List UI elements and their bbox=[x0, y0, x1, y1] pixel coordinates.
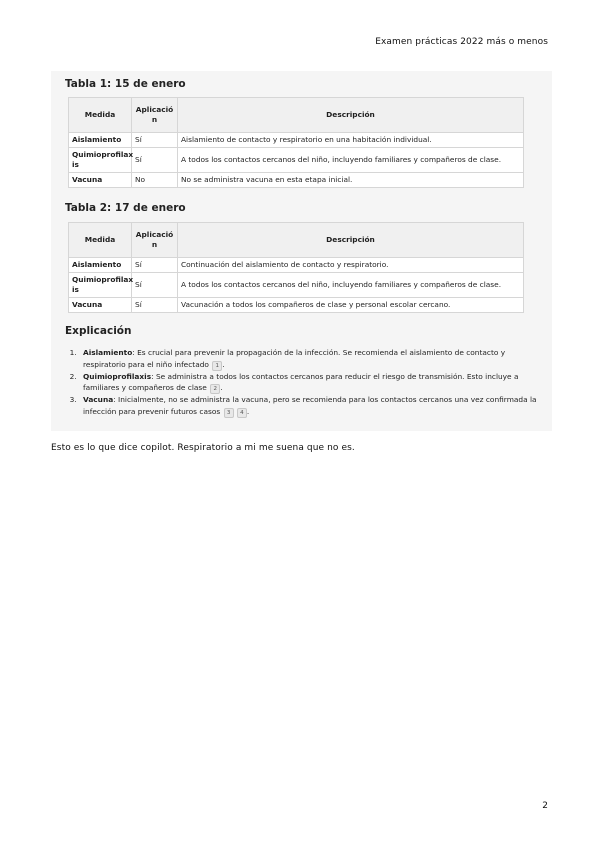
list-item bbox=[79, 371, 541, 395]
list-item-text: : Es crucial para prevenir la propagación de la infección. Se recomienda el aislamiento de contacto y respiratorio para el niño infectado bbox=[83, 348, 506, 369]
table2 bbox=[68, 222, 524, 313]
table-row bbox=[69, 133, 524, 148]
citation-badge[interactable]: 4 bbox=[237, 408, 247, 418]
table1-header-row bbox=[69, 98, 524, 133]
table2-header-aplicacion: Aplicació n bbox=[132, 223, 178, 258]
table-cell: Sí bbox=[132, 273, 178, 298]
explicacion-title: Explicación bbox=[65, 325, 132, 337]
table-cell: Sí bbox=[132, 148, 178, 173]
table1-header-descripcion: Descripción bbox=[178, 98, 524, 133]
table-cell: Vacunación a todos los compañeros de clase y personal escolar cercano. bbox=[178, 298, 524, 313]
table-cell: Quimioprofilax is bbox=[69, 273, 132, 298]
table-row bbox=[69, 258, 524, 273]
citation-badge[interactable]: 2 bbox=[210, 384, 220, 394]
table-row bbox=[69, 298, 524, 313]
table-cell: Aislamiento bbox=[69, 258, 132, 273]
table2-title: Tabla 2: 17 de enero bbox=[65, 202, 186, 214]
table-cell: Aislamiento de contacto y respiratorio en una habitación individual. bbox=[178, 133, 524, 148]
list-item bbox=[79, 347, 541, 371]
list-item-text: : Inicialmente, no se administra la vacuna, pero se recomienda para los contactos cercanos una vez confirmada la infección para prevenir futuros casos bbox=[83, 395, 537, 416]
list-item-end: . bbox=[222, 359, 225, 369]
table-cell: No se administra vacuna en esta etapa inicial. bbox=[178, 173, 524, 188]
table-cell: Aislamiento bbox=[69, 133, 132, 148]
list-item-term: Quimioprofilaxis bbox=[83, 371, 152, 381]
list-item-text: : Se administra a todos los contactos cercanos para reducir el riesgo de transmisión. Esto incluye a familiares y compañeros de clase bbox=[83, 371, 519, 392]
table1 bbox=[68, 97, 524, 188]
table1-title: Tabla 1: 15 de enero bbox=[65, 78, 186, 90]
table-cell: Vacuna bbox=[69, 298, 132, 313]
citation-badge[interactable]: 1 bbox=[212, 361, 222, 371]
table-row bbox=[69, 148, 524, 173]
citation-badge[interactable]: 3 bbox=[224, 408, 234, 418]
table2-header-descripcion: Descripción bbox=[178, 223, 524, 258]
list-item-end: . bbox=[220, 383, 223, 392]
table2-header-row bbox=[69, 223, 524, 258]
table-cell: Sí bbox=[132, 133, 178, 148]
table-cell: Vacuna bbox=[69, 173, 132, 188]
list-item-term: Vacuna bbox=[83, 395, 114, 404]
embedded-screenshot bbox=[51, 71, 552, 431]
table-cell: Sí bbox=[132, 258, 178, 273]
explicacion-list bbox=[65, 347, 541, 418]
table-cell: Continuación del aislamiento de contacto y respiratorio. bbox=[178, 258, 524, 273]
note-text: Esto es lo que dice copilot. Respiratorio a mi me suena que no es. bbox=[51, 443, 355, 453]
table-row bbox=[69, 273, 524, 298]
table1-header-medida: Medida bbox=[69, 98, 132, 133]
table-cell: A todos los contactos cercanos del niño, incluyendo familiares y compañeros de clase. bbox=[178, 148, 524, 173]
table2-header-medida: Medida bbox=[69, 223, 132, 258]
table-row bbox=[69, 173, 524, 188]
page-header: Examen prácticas 2022 más o menos bbox=[375, 37, 548, 47]
list-item bbox=[79, 394, 541, 418]
table-cell: Quimioprofilax is bbox=[69, 148, 132, 173]
list-item-term: Aislamiento bbox=[83, 348, 133, 357]
table-cell: A todos los contactos cercanos del niño, incluyendo familiares y compañeros de clase. bbox=[178, 273, 524, 298]
list-item-end: . bbox=[246, 406, 250, 416]
table-cell: Sí bbox=[132, 298, 178, 313]
table-cell: No bbox=[132, 173, 178, 188]
page-number: 2 bbox=[542, 801, 548, 811]
table1-header-aplicacion: Aplicació n bbox=[132, 98, 178, 133]
